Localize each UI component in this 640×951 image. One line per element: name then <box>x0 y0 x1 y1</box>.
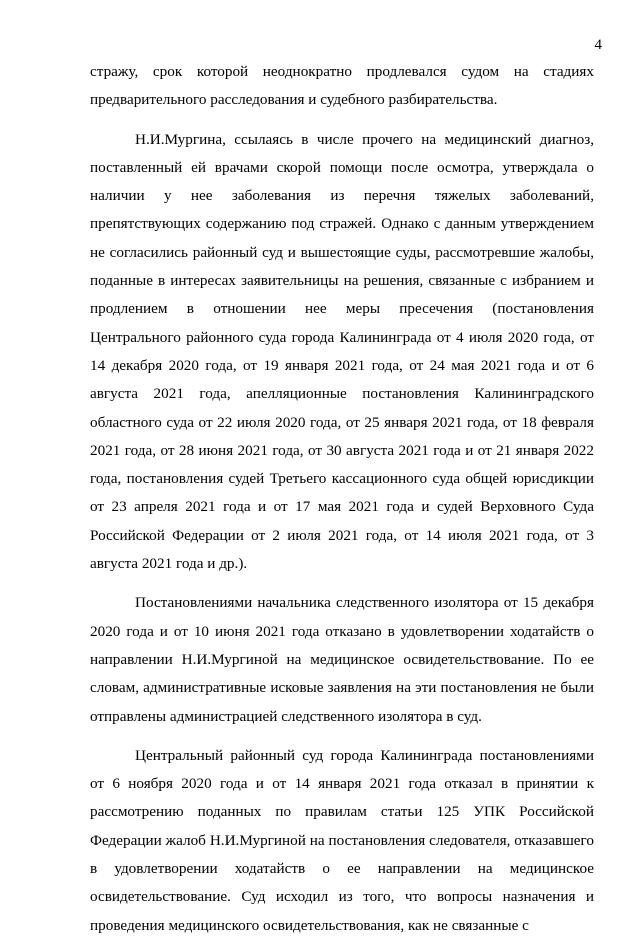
paragraph-3: Постановлениями начальника следственного изолятора от 15 декабря 2020 года и от 10 июня 2021 года отказано в удовлетворении ходатайств о направлении Н.И.Мургиной на медицинское освидетельствование. По ее словам, административные исковые заявления на эти постановления не были отправлены администрацией следственного изолятора в суд. <box>90 594 594 725</box>
document-body <box>90 58 594 951</box>
paragraph-4: Центральный районный суд города Калининграда постановлениями от 6 ноября 2020 года и от 14 января 2021 года отказал в принятии к рассмотрению поданных по правилам статьи 125 УПК Российской Федерации жалоб Н.И.Мургиной на постановления следователя, отказавшего в удовлетворении ходатайств о ее направлении на медицинское освидетельствование. Суд исходил из того, что вопросы назначения и проведения медицинского освидетельствования, как не связанные с <box>90 746 594 934</box>
paragraph-2: Н.И.Мургина, ссылаясь в числе прочего на медицинский диагноз, поставленный ей врачами скорой помощи после осмотра, утверждала о наличии у нее заболевания из перечня тяжелых заболеваний, препятствующих содержанию под стражей. Однако с данным утверждением не согласились районный суд и вышестоящие суды, рассмотревшие жалобы, поданные в интересах заявительницы на решения, связанные с избранием и продлением в отношении нее меры пресечения (постановления Центрального районного суда города Калининграда от 4 июля 2020 года, от 14 декабря 2020 года, от 19 января 2021 года, от 24 мая 2021 года и от 6 августа 2021 года, апелляционные постановления Калининградского областного суда от 22 июля 2020 года, от 25 января 2021 года, от 18 февраля 2021 года, от 28 июня 2021 года, от 30 августа 2021 года и от 21 января 2022 года, постановления судей Третьего кассационного суда общей юрисдикции от 23 апреля 2021 года и от 17 мая 2021 года и судей Верховного Суда Российской Федерации от 2 июля 2021 года, от 14 июля 2021 года, от 3 августа 2021 года и др.). <box>90 130 594 573</box>
paragraph-1: стражу, срок которой неоднократно продлевался судом на стадиях предварительного расследования и судебного разбирательства. <box>90 63 594 109</box>
page-number: 4 <box>594 37 602 53</box>
